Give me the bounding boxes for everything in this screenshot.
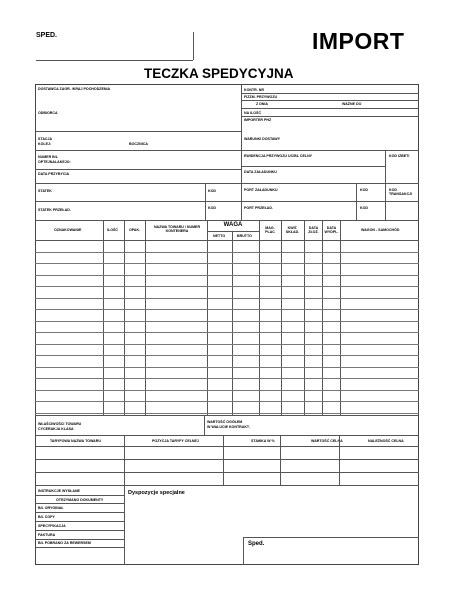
kod-col-divider — [385, 150, 386, 220]
ship-unload-kod-label: KOD — [208, 206, 216, 210]
loading-port-label: PORT ZAŁADUNKU — [244, 188, 278, 192]
footer-line-2 — [35, 503, 124, 504]
col-div-2 — [124, 220, 125, 415]
consignee-label: ODBIORCA — [38, 111, 58, 115]
ship-unload-label: STATEK PRZEŁAD. — [38, 208, 71, 212]
col-pack-header: OPAK. — [129, 228, 141, 232]
footer-line-3 — [35, 512, 124, 513]
col-goods-header: NAZWA TOWARU / NUMER KONTENERA — [153, 225, 201, 233]
instructions-label: INSTRUKCJE WYSŁANE — [38, 489, 80, 493]
col-div-3 — [145, 220, 146, 415]
weight-sub-line — [207, 231, 259, 232]
table-row — [35, 263, 419, 264]
table-header-bottom — [35, 240, 419, 241]
col-div-8 — [304, 220, 305, 415]
table-bottom-line — [35, 415, 419, 416]
specification-label: SPECYFIKACJA — [38, 524, 66, 528]
footer-line-7 — [35, 547, 124, 548]
col-netto-header: NETTO — [213, 234, 226, 238]
customs-due-label: NALEŻNOŚĆ CELNA — [368, 439, 404, 443]
line-r6 — [241, 166, 385, 167]
col-div-4 — [207, 220, 208, 415]
border-label: BOCZNICA — [129, 142, 148, 146]
col-place-header: MAG. PLAC — [265, 226, 275, 234]
table-row — [35, 275, 419, 276]
col-div-6 — [259, 220, 260, 415]
evidence-label: EWIDENCJA PRZYWOZU UC/BL CELNY — [244, 154, 313, 158]
bl-received-label: B/L POBRANO ZA REWERSEM — [38, 541, 91, 545]
ship-kod-label: KOD — [208, 189, 216, 193]
props-divider — [204, 415, 205, 435]
goods-props-label: WŁAŚCIWOŚCI TOWARU — [38, 422, 82, 426]
col-div-5 — [232, 231, 233, 415]
col-wagon-header: WAGON - SAMOCHÓD — [361, 228, 400, 232]
table-row — [35, 298, 419, 299]
special-disposition-label: Dyspozycje specjalne — [128, 490, 185, 496]
line-r5 — [241, 150, 419, 151]
col-receipt-header: KWIT. SKŁAD. — [285, 226, 300, 234]
amount-label: NA ILOŚĆ — [244, 111, 262, 115]
col-brutto-header: BRUTTO — [237, 234, 252, 238]
col-date-out-header: DATA WYDPL. — [324, 226, 339, 234]
footer-line-4 — [35, 521, 124, 522]
loading-kod-label: KOD — [360, 188, 368, 192]
total-value-label: WARTOŚĆ OGÓŁEM — [207, 420, 243, 424]
form-frame — [35, 84, 419, 565]
line-r2 — [241, 100, 419, 101]
sped-header-line — [36, 60, 193, 61]
bl-original-label: B/L ORYGINAŁ — [38, 506, 64, 510]
col-div-1 — [103, 220, 104, 415]
line-tariff-head — [35, 446, 419, 447]
transaction-kod-label: KOD TRANSAKCJI — [389, 188, 413, 196]
rate-label: STAWKA W % — [251, 439, 275, 443]
col-qty-header: ILOŚĆ — [107, 228, 118, 232]
contract-no-label: KONTR. NR — [244, 88, 264, 92]
line-tariff-bottom — [35, 485, 419, 486]
line-r3 — [241, 108, 419, 109]
bl-copy-label: B/L COPY — [38, 515, 55, 519]
station-label: STACJA — [38, 137, 53, 141]
contract-currency-label: W WALUCIE KONTRAKT. — [207, 425, 250, 429]
tariff-name-label: TARYFOWA NAZWA TOWARU — [50, 439, 101, 443]
tariff-div-1 — [124, 435, 125, 485]
railway-label: KOLEJ: — [38, 142, 52, 146]
col-weight-header: WAGA — [223, 222, 243, 228]
line-e — [35, 201, 419, 202]
table-row — [35, 355, 419, 356]
loading-date-label: DATA ZAŁADUNKU — [244, 170, 277, 174]
line-tariff-1 — [35, 459, 419, 460]
line-tariff-2 — [35, 472, 419, 473]
line-d — [35, 183, 419, 184]
table-row — [35, 252, 419, 253]
table-row — [35, 390, 419, 391]
footer-line-6 — [35, 539, 124, 540]
col-date-in-header: DATA ZŁOŻ. — [308, 226, 319, 234]
bill-no-label: NUMER B/L — [38, 155, 58, 159]
table-row — [35, 309, 419, 310]
transfer-kod-label: KOD — [360, 206, 368, 210]
doc-type-title: IMPORT — [312, 28, 405, 54]
customs-kod-label: KOD IZBETI — [389, 154, 410, 158]
foreign-contract-label: FIZZM. PRZYWOZU — [244, 95, 278, 99]
importer-label: IMPORTER PHZ — [244, 118, 272, 122]
loading-kod-divider — [356, 183, 357, 220]
line-c — [35, 169, 241, 170]
tariff-pos-label: POZYCJA TARYFY CELNEJ — [152, 439, 199, 443]
received-docs-label: OTRZYMANO DOKUMENTY — [56, 498, 104, 502]
footer-divider — [124, 485, 125, 565]
col-div-10 — [340, 220, 341, 415]
table-row — [35, 332, 419, 333]
table-top-line — [35, 220, 419, 221]
ship-label: STATEK — [38, 189, 52, 193]
col-div-9 — [322, 220, 323, 415]
departure-label: DOSTAWCA ZAGR. /KRAJ POCHODZENIA — [38, 87, 111, 91]
date-label: Z DNIA — [256, 102, 268, 106]
line-tariff-top — [35, 435, 419, 436]
sped-sign-divider — [243, 537, 244, 565]
line-r1 — [241, 93, 419, 94]
page-title: TECZKA SPEDYCYJNA — [144, 66, 294, 81]
sped-header-vline — [193, 32, 194, 60]
tariff-div-2 — [223, 435, 224, 485]
tariff-div-4 — [339, 435, 340, 485]
table-row — [35, 367, 419, 368]
col-marking-header: OZNAKOWANIE — [54, 228, 82, 232]
loading-list-label: OPTEJNALAKEJO: — [38, 160, 71, 164]
table-row — [35, 413, 419, 414]
col-div-7 — [281, 220, 282, 415]
table-row — [35, 378, 419, 379]
sped-sign-top — [243, 537, 419, 538]
line-r4 — [241, 116, 419, 117]
arrival-date-label: DATA PRZYBYCIA — [38, 172, 70, 176]
delivery-terms-label: WARUNKI DOSTAWY — [244, 137, 281, 141]
tariff-div-3 — [280, 435, 281, 485]
invoice-label: FAKTURA — [38, 533, 56, 537]
footer-line-5 — [35, 530, 124, 531]
top-divider — [241, 84, 242, 220]
valid-to-label: WAŻNE DO — [342, 102, 362, 106]
table-row — [35, 286, 419, 287]
sped-signature-label: Sped. — [248, 541, 265, 547]
table-row — [35, 344, 419, 345]
table-row — [35, 321, 419, 322]
customs-value-label: WARTOŚĆ CELNA — [311, 439, 343, 443]
line-b — [35, 150, 241, 151]
line-a — [35, 131, 241, 132]
footer-line-1 — [35, 495, 124, 496]
transfer-port-label: PORT PRZEŁAD. — [244, 206, 273, 210]
origin-label: CYCERAKJA KLASA — [38, 427, 74, 431]
sped-header-label: SPED. — [36, 32, 58, 39]
table-row — [35, 401, 419, 402]
